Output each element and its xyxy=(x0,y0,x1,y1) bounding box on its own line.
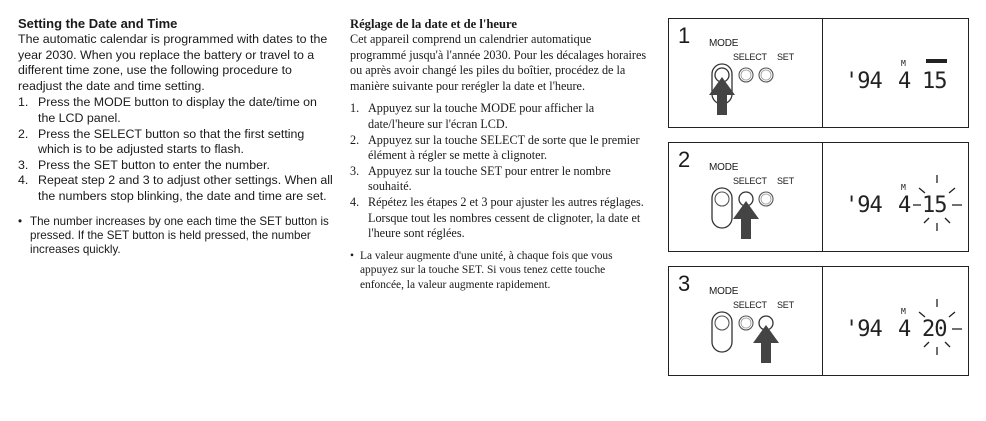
step-text: Press the SET button to enter the number. xyxy=(38,157,270,172)
english-intro: The automatic calendar is programmed with dates to the year 2030. When you replace the battery or travel to a different time zone, use the following procedure to readjust the date and time setting. xyxy=(18,32,328,93)
step-text: Appuyez sur la touche SET pour entrer le nombre souhaité. xyxy=(368,163,611,194)
lcd-day: 15 xyxy=(922,69,947,94)
lcd-day: 15 xyxy=(922,193,947,218)
french-note xyxy=(350,249,650,293)
english-note-text: The number increases by one each time the SET button is pressed. If the SET button is held pressed, the number increases quickly. xyxy=(30,214,329,256)
select-label: SELECT xyxy=(733,52,767,62)
english-step-3 xyxy=(18,158,336,174)
french-column xyxy=(350,16,650,293)
lcd-month: 4 xyxy=(898,317,912,342)
press-arrow-icon xyxy=(753,325,779,363)
english-step-1 xyxy=(18,95,336,126)
bullet-icon: • xyxy=(350,249,354,262)
french-steps xyxy=(350,101,650,241)
lcd-month: 4 xyxy=(898,193,912,218)
english-title: Setting the Date and Time xyxy=(18,16,178,31)
step-text: Répétez les étapes 2 et 3 pour ajuster les autres réglages. Lorsque tout les nombres cessent de clignoter, la date et l'heure sont réglées. xyxy=(368,194,644,241)
lcd-day: 20 xyxy=(922,317,947,342)
step-text: Appuyez sur la touche MODE pour afficher la date/l'heure sur l'écran LCD. xyxy=(368,101,595,131)
lcd-month-marker: M xyxy=(901,59,906,68)
step-number: 3. xyxy=(18,157,29,172)
set-label: SET xyxy=(777,52,794,62)
lcd-year: '94 xyxy=(845,193,882,218)
panel-step-number: 3 xyxy=(678,271,691,296)
set-label: SET xyxy=(777,176,794,186)
lcd-year: '94 xyxy=(845,317,882,342)
select-button-inner xyxy=(741,70,751,80)
press-arrow-icon xyxy=(733,201,759,239)
diagram-panel-2 xyxy=(668,142,969,252)
bullet-icon: • xyxy=(18,214,23,228)
select-label: SELECT xyxy=(733,176,767,186)
mode-button-outline xyxy=(712,312,732,352)
lcd-display xyxy=(824,143,969,253)
step-text: Press the SELECT button so that the first setting which is to be adjusted starts to flash. xyxy=(38,126,305,157)
lcd-day-cursor xyxy=(926,59,947,63)
english-column xyxy=(18,16,336,257)
diagram-panel-1 xyxy=(668,18,969,128)
french-step-1 xyxy=(350,101,650,132)
step-number: 2. xyxy=(18,126,29,141)
panel-step-number: 2 xyxy=(678,147,691,172)
mode-label: MODE xyxy=(709,286,739,297)
french-step-4 xyxy=(350,195,650,242)
select-button-inner xyxy=(741,318,751,328)
lcd-month: 4 xyxy=(898,69,912,94)
french-step-3 xyxy=(350,164,650,195)
lcd-year: '94 xyxy=(845,69,882,94)
step-number: 1. xyxy=(350,101,360,116)
mode-button xyxy=(715,192,729,206)
lcd-display xyxy=(824,19,969,129)
step-text: Press the MODE button to display the date/time on the LCD panel. xyxy=(38,95,317,125)
step-number: 4. xyxy=(18,173,29,188)
step-text: Repeat step 2 and 3 to adjust other settings. When all the numbers stop blinking, the date and time are set. xyxy=(38,173,333,203)
mode-label: MODE xyxy=(709,162,739,173)
lcd-month-marker: M xyxy=(901,183,906,192)
button-controls xyxy=(669,19,822,129)
mode-button-outline xyxy=(712,188,732,228)
french-note-text: La valeur augmente d'une unité, à chaque fois que vous appuyez sur la touche SET. Si vous tenez cette touche enfoncée, la valeur augmente rapidement. xyxy=(360,249,613,291)
select-label: SELECT xyxy=(733,300,767,310)
english-step-4 xyxy=(18,173,336,204)
mode-label: MODE xyxy=(709,38,739,49)
step-number: 4. xyxy=(350,194,360,209)
french-title: Réglage de la date et de l'heure xyxy=(350,17,517,31)
button-controls xyxy=(669,143,822,253)
step-number: 3. xyxy=(350,163,360,178)
press-arrow-icon xyxy=(709,77,735,115)
diagram-panel-3 xyxy=(668,266,969,376)
step-number: 1. xyxy=(18,95,29,110)
english-steps xyxy=(18,95,336,204)
set-button-inner xyxy=(761,194,771,204)
panel-step-number: 1 xyxy=(678,23,691,48)
set-button-inner xyxy=(761,70,771,80)
button-controls xyxy=(669,267,822,377)
english-step-2 xyxy=(18,127,336,158)
lcd-month-marker: M xyxy=(901,307,906,316)
lcd-display xyxy=(824,267,969,377)
mode-button xyxy=(715,316,729,330)
set-label: SET xyxy=(777,300,794,310)
french-intro: Cet appareil comprend un calendrier automatique programmé jusqu'à l'année 2030. Pour les décalages horaires ou après avoir changé les piles du boîtier, procédez de la manière suivante pour rerégler la date et l'heure. xyxy=(350,32,647,93)
french-step-2 xyxy=(350,133,650,164)
step-text: Appuyez sur la touche SELECT de sorte que le premier élément à régler se mette à clignoter. xyxy=(368,132,640,163)
english-note xyxy=(18,215,336,258)
step-number: 2. xyxy=(350,132,360,147)
